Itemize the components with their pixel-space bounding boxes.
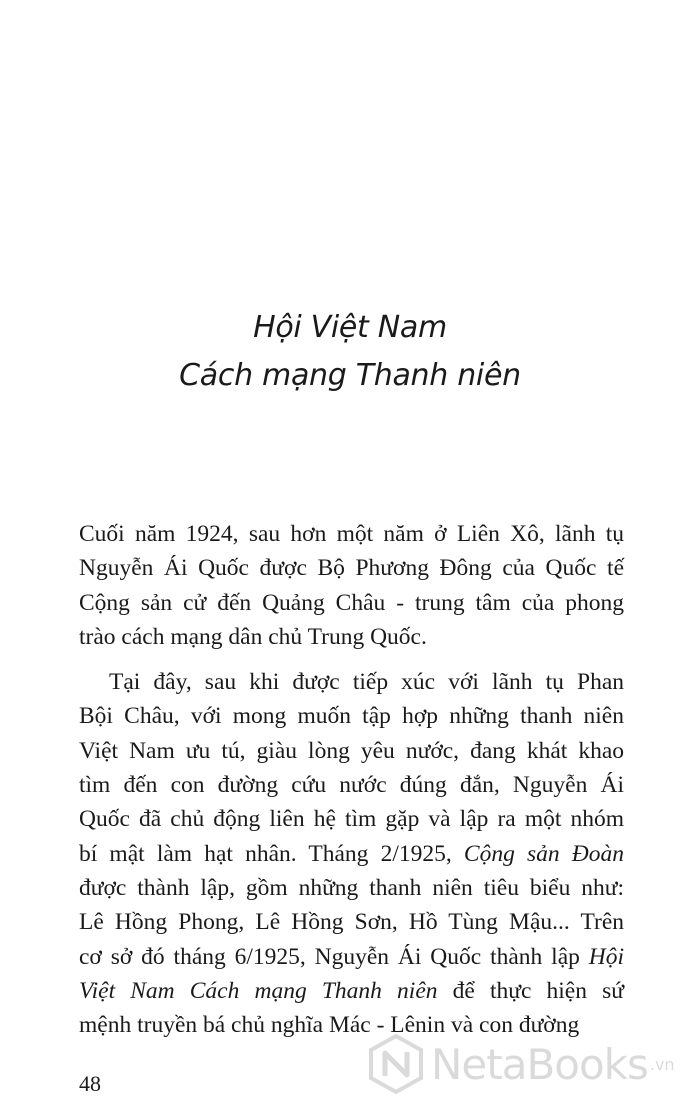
text-segment: cơ sở đó tháng 6/1925, Nguyễn Ái Quốc thành lập <box>79 943 589 970</box>
text-line <box>79 517 624 551</box>
chapter-title-line-1: Hội Việt Nam <box>253 310 447 345</box>
text-line <box>79 837 624 871</box>
text-segment: Cộng sản cử đến Quảng Châu - trung tâm của phong <box>79 589 624 616</box>
text-line <box>79 734 624 768</box>
text-line <box>79 586 624 620</box>
text-line <box>79 665 624 699</box>
text-segment: bí mật làm hạt nhân. Tháng 2/1925, <box>79 840 464 867</box>
paragraph-gap <box>79 654 624 665</box>
text-segment: trào cách mạng dân chủ Trung Quốc. <box>79 623 427 650</box>
text-line <box>79 940 624 974</box>
text-segment: để thực hiện sứ <box>437 977 625 1004</box>
watermark-brand: NetaBooks <box>431 1039 648 1089</box>
netabooks-logo-icon <box>367 1033 425 1095</box>
chapter-title-line-2: Cách mạng Thanh niên <box>179 358 521 393</box>
text-line <box>79 871 624 905</box>
text-line <box>79 620 624 654</box>
text-line <box>79 802 624 836</box>
paragraph <box>79 517 624 654</box>
italic-text: Cộng sản Đoàn <box>463 840 624 867</box>
text-segment: Việt Nam ưu tú, giàu lòng yêu nước, đang khát khao <box>79 737 624 764</box>
italic-text: Hội <box>588 943 624 970</box>
text-line <box>79 974 624 1008</box>
text-line <box>79 551 624 585</box>
text-segment: Tại đây, sau khi được tiếp xúc với lãnh tụ Phan <box>109 669 624 696</box>
text-segment: mệnh truyền bá chủ nghĩa Mác - Lênin và con đường <box>79 1012 580 1039</box>
chapter-title <box>0 304 700 400</box>
italic-text: Việt Nam Cách mạng Thanh niên <box>79 977 438 1004</box>
text-line <box>79 768 624 802</box>
paragraph <box>79 665 624 1042</box>
text-segment: được thành lập, gồm những thanh niên tiêu biểu như: <box>79 874 624 901</box>
text-line <box>79 905 624 939</box>
body-text <box>79 517 624 1042</box>
text-segment: Cuối năm 1924, sau hơn một năm ở Liên Xô, lãnh tụ <box>79 521 624 547</box>
text-segment: tìm đến con đường cứu nước đúng đắn, Nguyễn Ái <box>79 772 624 799</box>
netabooks-watermark <box>367 1029 697 1099</box>
text-segment: Bội Châu, với mong muốn tập hợp những thanh niên <box>79 703 624 730</box>
watermark-suffix: .vn <box>649 1054 675 1074</box>
text-segment: Nguyễn Ái Quốc được Bộ Phương Đông của Quốc tế <box>79 555 624 582</box>
text-line <box>79 699 624 733</box>
text-segment: Lê Hồng Phong, Lê Hồng Sơn, Hồ Tùng Mậu... Trên <box>79 909 624 936</box>
page-number: 48 <box>79 1071 101 1096</box>
text-segment: Quốc đã chủ động liên hệ tìm gặp và lập ra một nhóm <box>79 806 624 833</box>
